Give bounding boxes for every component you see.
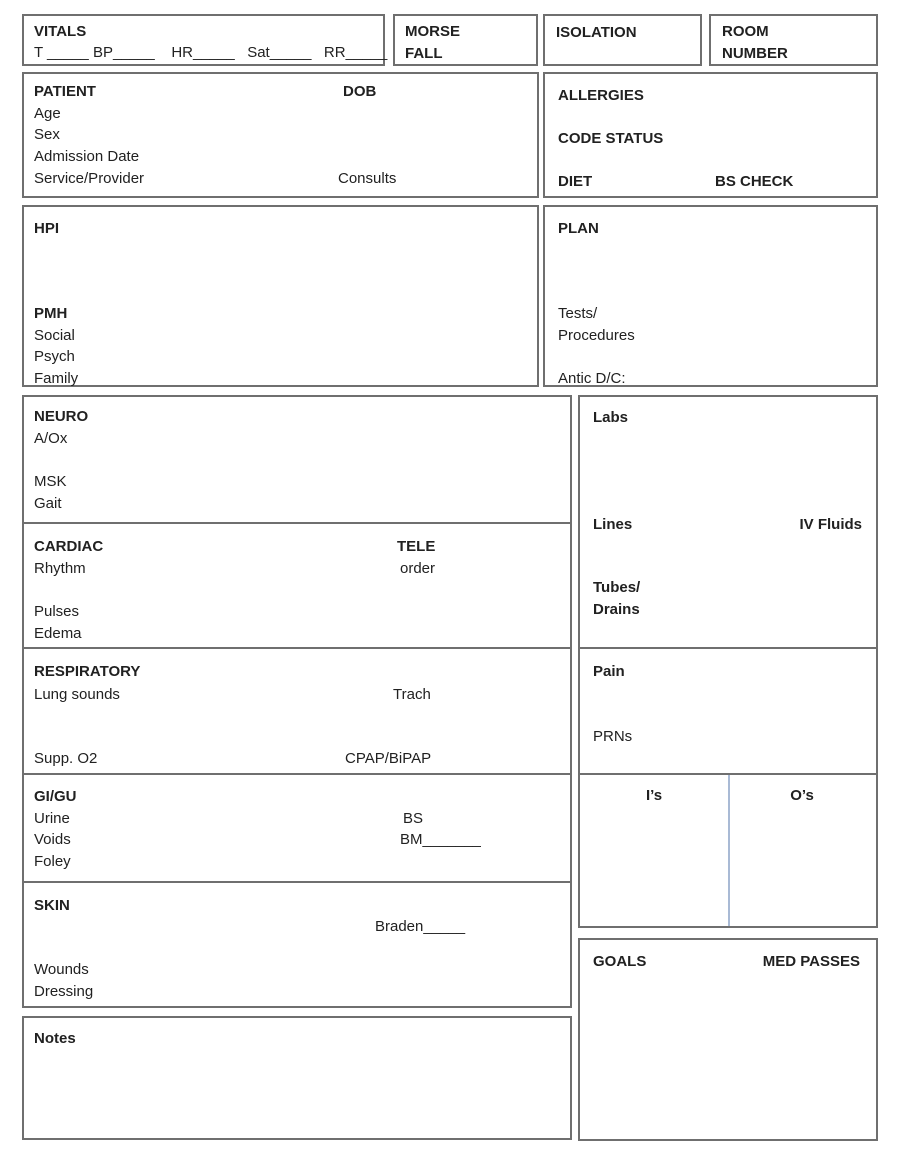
hpi-title: HPI <box>34 220 60 237</box>
prns-label: PRNs <box>593 728 633 745</box>
labs-title: Labs <box>593 409 629 426</box>
notes-title: Notes <box>34 1030 76 1047</box>
patient-box <box>22 72 539 198</box>
braden-label: Braden_____ <box>375 918 466 935</box>
tele-order-label: order <box>400 560 436 577</box>
number-label: NUMBER <box>722 45 788 62</box>
procedures-label: Procedures <box>558 327 635 344</box>
output-column <box>728 775 876 926</box>
dob-label: DOB <box>343 83 377 100</box>
isolation-title: ISOLATION <box>556 24 637 41</box>
skin-title: SKIN <box>34 897 70 914</box>
wounds-label: Wounds <box>34 961 89 978</box>
goals-box <box>578 938 878 1141</box>
sex-label: Sex <box>34 126 60 143</box>
urine-label: Urine <box>34 810 70 827</box>
intake-column <box>580 775 728 926</box>
plan-box <box>543 205 878 387</box>
foley-label: Foley <box>34 853 71 870</box>
plan-title: PLAN <box>558 220 599 237</box>
pain-section <box>580 647 876 773</box>
neuro-section <box>24 397 570 522</box>
patient-title: PATIENT <box>34 83 96 100</box>
allergies-title: ALLERGIES <box>558 87 644 104</box>
hpi-box <box>22 205 539 387</box>
family-label: Family <box>34 370 79 387</box>
gi-gu-title: GI/GU <box>34 788 77 805</box>
allergies-box <box>543 72 878 198</box>
bs-check-label: BS CHECK <box>715 173 794 190</box>
cardiac-title: CARDIAC <box>34 538 104 555</box>
dressing-label: Dressing <box>34 983 94 1000</box>
msk-label: MSK <box>34 473 67 490</box>
gi-gu-section <box>24 773 570 881</box>
diet-label: DIET <box>558 173 593 190</box>
isolation-box <box>543 14 702 66</box>
labs-pain-io-column <box>578 395 878 928</box>
intake-header: I’s <box>645 787 663 804</box>
labs-section <box>580 397 876 647</box>
output-header: O’s <box>790 787 814 804</box>
lung-sounds-label: Lung sounds <box>34 686 120 703</box>
skin-section <box>24 881 570 1006</box>
social-label: Social <box>34 327 75 344</box>
voids-label: Voids <box>34 831 71 848</box>
service-provider-label: Service/Provider <box>34 170 145 187</box>
cardiac-section <box>24 522 570 647</box>
admission-date-label: Admission Date <box>34 148 140 165</box>
drains-label: Drains <box>593 601 640 618</box>
fall-label: FALL <box>405 45 443 62</box>
edema-label: Edema <box>34 625 82 642</box>
supp-o2-label: Supp. O2 <box>34 750 98 767</box>
neuro-title: NEURO <box>34 408 89 425</box>
tubes-label: Tubes/ <box>593 579 641 596</box>
gait-label: Gait <box>34 495 62 512</box>
morse-label: MORSE <box>405 23 461 40</box>
antic-dc-label: Antic D/C: <box>558 370 626 387</box>
age-label: Age <box>34 105 61 122</box>
assessment-column <box>22 395 572 1008</box>
iv-fluids-label: IV Fluids <box>799 516 862 533</box>
room-number-box <box>709 14 878 66</box>
lines-label: Lines <box>593 516 633 533</box>
io-section <box>580 773 876 926</box>
vitals-box <box>22 14 388 66</box>
rhythm-label: Rhythm <box>34 560 86 577</box>
room-label: ROOM <box>722 23 769 40</box>
pain-title: Pain <box>593 663 625 680</box>
vitals-title: VITALS <box>34 23 87 40</box>
respiratory-section <box>24 647 570 773</box>
cpap-bipap-label: CPAP/BiPAP <box>345 750 432 767</box>
pulses-label: Pulses <box>34 603 80 620</box>
bs-label: BS <box>403 810 424 827</box>
psych-label: Psych <box>34 348 75 365</box>
code-status-label: CODE STATUS <box>558 130 664 147</box>
goals-title: GOALS <box>593 953 647 970</box>
consults-label: Consults <box>338 170 397 187</box>
bm-label: BM_______ <box>400 831 481 848</box>
respiratory-title: RESPIRATORY <box>34 663 141 680</box>
tele-label: TELE <box>397 538 436 555</box>
med-passes-label: MED PASSES <box>762 953 860 970</box>
trach-label: Trach <box>393 686 431 703</box>
morse-fall-box <box>393 14 538 66</box>
notes-box <box>22 1016 572 1140</box>
tests-label: Tests/ <box>558 305 598 322</box>
vitals-fields-line: T _____ BP_____ HR_____ Sat_____ RR_____ <box>34 44 388 61</box>
pmh-label: PMH <box>34 305 68 322</box>
aox-label: A/Ox <box>34 430 68 447</box>
